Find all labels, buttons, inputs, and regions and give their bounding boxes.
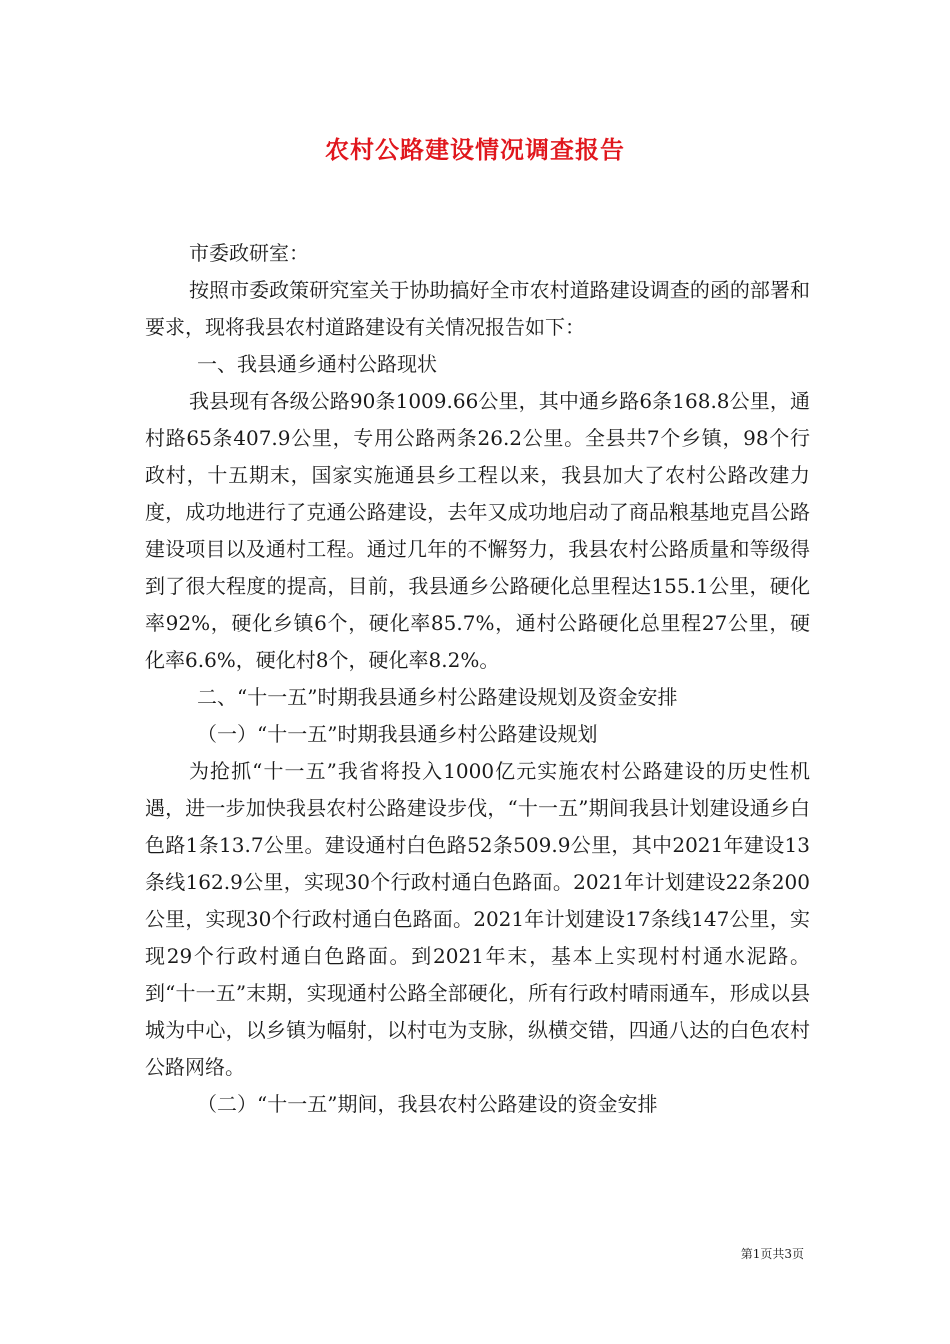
section-heading-1: 一、我县通乡通村公路现状 [197, 352, 437, 376]
section-heading-2: 二、“十一五”时期我县通乡村公路建设规划及资金安排 [197, 685, 678, 709]
plan-paragraph: 为抢抓“十一五”我省将投入1000亿元实施农村公路建设的历史性机遇，进一步加快我县农村公路建设步伐，“十一五”期间我县计划建设通乡白色路1条13.7公里。建设通村白色路52条509.9公里，其中2021年建设13条线162.9公里，实现30个行政村通白色路面。2021年计划建设22条200公里，实现30个行政村通白色路面。2021年计划建设17条线147公里，实现29个行政村通白色路面。到2021年末，基本上实现村村通水泥路。到“十一五”末期，实现通村公路全部硬化，所有行政村晴雨通车，形成以县城为中心，以乡镇为幅射，以村屯为支脉，纵横交错，四通八达的白色农村公路网络。 [145, 759, 810, 1079]
intro-paragraph: 按照市委政策研究室关于协助搞好全市农村道路建设调查的函的部署和要求，现将我县农村道路建设有关情况报告如下： [145, 278, 810, 339]
status-paragraph: 我县现有各级公路90条1009.66公里，其中通乡路6条168.8公里，通村路65条407.9公里，专用公路两条26.2公里。全县共7个乡镇，98个行政村，十五期末，国家实施通县乡工程以来，我县加大了农村公路改建力度，成功地进行了克通公路建设，去年又成功地启动了商品粮基地克昌公路建设项目以及通村工程。通过几年的不懈努力，我县农村公路质量和等级得到了很大程度的提高，目前，我县通乡公路硬化总里程达155.1公里，硬化率92%，硬化乡镇6个，硬化率85.7%，通村公路硬化总里程27公里，硬化率6.6%，硬化村8个，硬化率8.2%。 [145, 389, 810, 672]
document-body [145, 235, 810, 1123]
page-number-footer: 第1页共3页 [740, 1247, 804, 1261]
subsection-heading-1: （一）“十一五”时期我县通乡村公路建设规划 [197, 722, 598, 746]
salutation: 市委政研室： [189, 241, 309, 265]
document-title: 农村公路建设情况调查报告 [325, 135, 625, 164]
subsection-heading-2: （二）“十一五”期间，我县农村公路建设的资金安排 [197, 1092, 658, 1116]
